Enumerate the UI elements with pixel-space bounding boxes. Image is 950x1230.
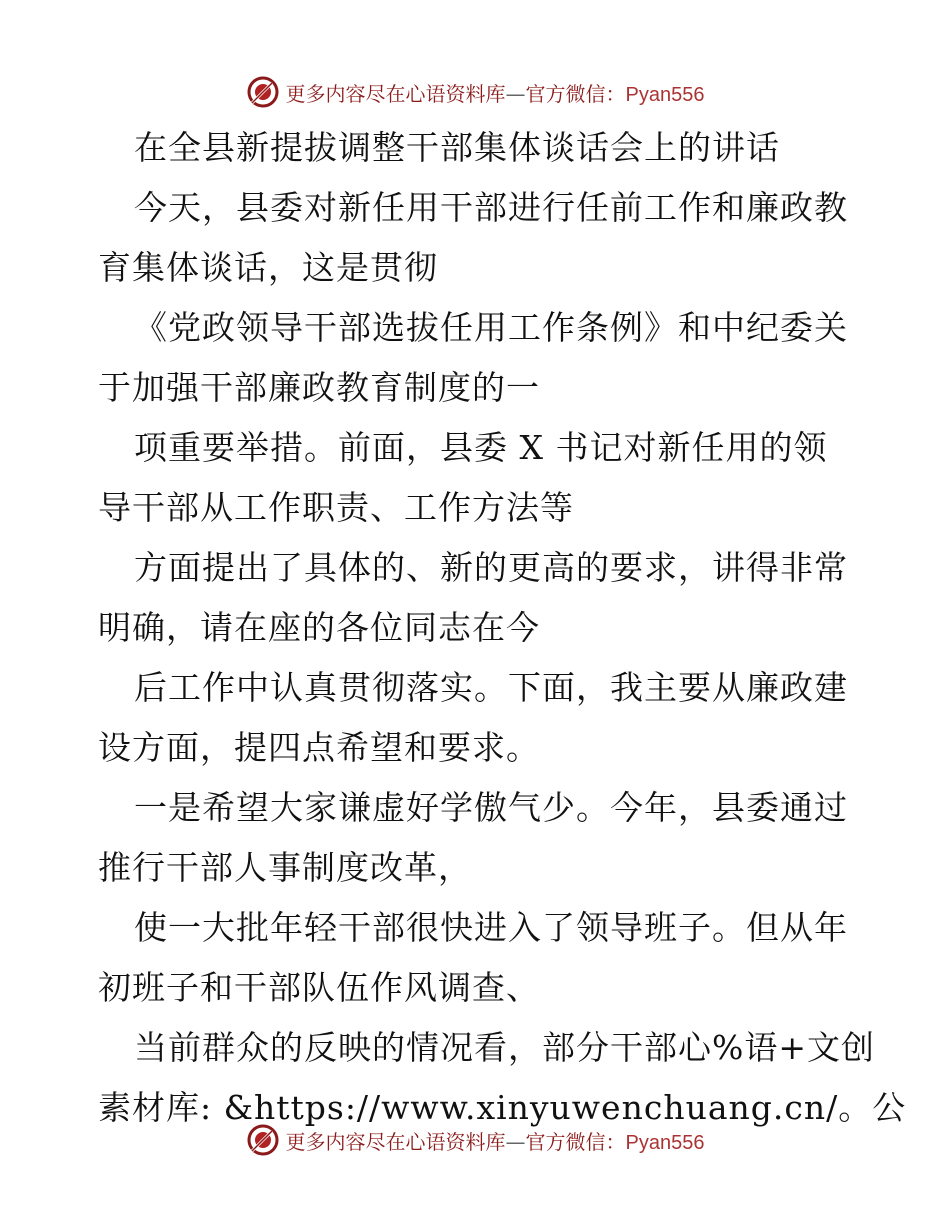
paragraph-line: 项重要举措。前面，县委 X 书记对新任用的领 <box>134 428 828 467</box>
footer-brand-text <box>286 1126 705 1155</box>
paragraph-line: 推行干部人事制度改革， <box>98 848 472 887</box>
footer-wechat-label: 官方微信： <box>525 1129 626 1154</box>
document-title: 在全县新提拔调整干部集体谈话会上的讲话 <box>134 128 780 167</box>
document-body <box>98 118 907 1138</box>
paragraph-line: 初班子和干部队伍作风调查、 <box>98 968 540 1007</box>
paragraph-line: 一是希望大家谦虚好学傲气少。今年，县委通过 <box>134 788 848 827</box>
footer-dash: — <box>505 1129 526 1154</box>
paragraph-line: 方面提出了具体的、新的更高的要求，讲得非常 <box>134 548 848 587</box>
paragraph-line: 《党政领导干部选拔任用工作条例》和中纪委关 <box>134 308 848 347</box>
paragraph-line: 于加强干部廉政教育制度的一 <box>98 368 540 407</box>
paragraph-line: 今天，县委对新任用干部进行任前工作和廉政教 <box>134 188 848 227</box>
paragraph-line: 当前群众的反映的情况看，部分干部心%语+文创 <box>134 1028 876 1067</box>
header-banner <box>0 72 950 112</box>
header-dash: — <box>505 81 526 106</box>
header-wechat-label: 官方微信： <box>525 81 626 106</box>
paragraph-line: 素材库: &https://www.xinyuwenchuang.cn/。公 <box>98 1088 907 1127</box>
paragraph-line: 明确，请在座的各位同志在今 <box>98 608 540 647</box>
header-brand-label: 更多内容尽在心语资料库 <box>285 81 506 106</box>
footer-brand-label: 更多内容尽在心语资料库 <box>285 1129 506 1154</box>
header-wechat-id: Pyan556 <box>625 83 705 106</box>
paragraph-line: 后工作中认真贯彻落实。下面，我主要从廉政建 <box>134 668 848 707</box>
paragraph-line: 设方面，提四点希望和要求。 <box>98 728 540 767</box>
paragraph-line: 导干部从工作职责、工作方法等 <box>98 488 574 527</box>
footer-banner <box>0 1120 950 1160</box>
brand-logo-icon <box>246 1123 280 1157</box>
paragraph-line: 使一大批年轻干部很快进入了领导班子。但从年 <box>134 908 848 947</box>
header-brand-text <box>286 78 705 107</box>
footer-wechat-id: Pyan556 <box>625 1131 705 1154</box>
paragraph-line: 育集体谈话，这是贯彻 <box>98 248 438 287</box>
brand-logo-icon <box>246 75 280 109</box>
